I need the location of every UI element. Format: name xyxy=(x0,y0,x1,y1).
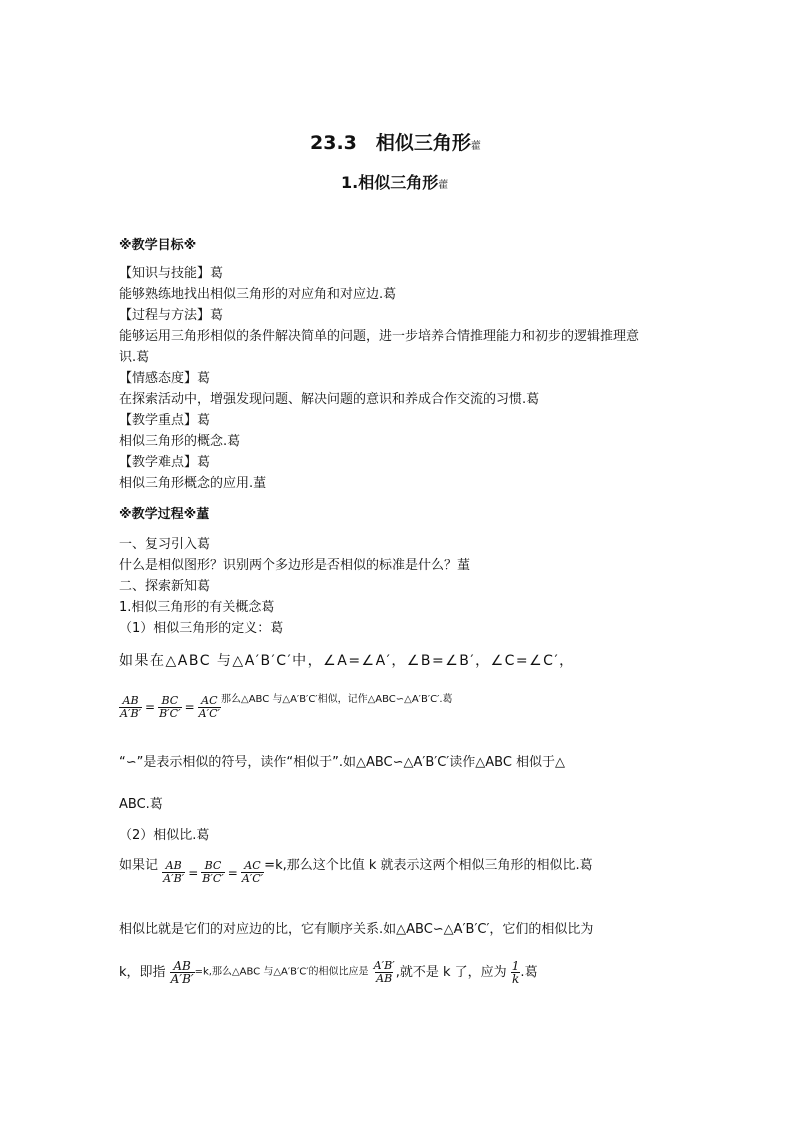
ratio-k-line: k，即指 $\frac{AB}{A'B'}$ =k,那么△ABC 与△A′B′C′的相似比应是 $\frac{A'B'}{AB}$ ,就不是 k 了，应为 $\frac{1}{k}$ .葛 xyxy=(119,959,538,986)
section-subtitle: 1.相似三角形藿 xyxy=(341,173,449,192)
definition-line: 如果在△ABC 与△A′B′C′中，∠A=∠A′，∠B=∠B′，∠C=∠C′， xyxy=(119,653,575,669)
knowledge-text: 能够熟练地找出相似三角形的对应角和对应边.葛 xyxy=(119,287,397,302)
review-title: 一、复习引入葛 xyxy=(119,537,211,552)
process-heading: ※教学过程※蓳 xyxy=(119,507,210,522)
process-text: 能够运用三角形相似的条件解决简单的问题，进一步培养合情推理能力和初步的逻辑推理意 xyxy=(119,329,640,344)
fraction-ab-prime-over-ab: $\frac{A'B'}{AB}$ xyxy=(373,959,395,985)
fraction-ac: $\frac{AC}{A'C'}$ xyxy=(198,693,221,720)
key-label: 【教学重点】葛 xyxy=(119,413,211,428)
fraction-ab-over-ab-prime: $\frac{AB}{A'B'}$ xyxy=(170,959,194,986)
key-text: 相似三角形的概念.葛 xyxy=(119,434,241,449)
process-text-cont: 识.葛 xyxy=(119,350,150,365)
fraction-one-over-k: $\frac{1}{k}$ xyxy=(511,959,520,986)
difficulty-label: 【教学难点】葛 xyxy=(119,455,211,470)
difficulty-text: 相似三角形概念的应用.蓳 xyxy=(119,476,267,491)
objectives-heading: ※教学目标※ xyxy=(119,238,197,253)
ratio-equality-k: $\frac{AB}{A'B'}$ = $\frac{BC}{B'C'}$ = $\frac{AC}{A'C'}$ xyxy=(163,859,264,885)
ratio-order-line: 相似比就是它们的对应边的比，它有顺序关系.如△ABC∽△A′B′C′，它们的相似比为 xyxy=(119,922,594,937)
review-question: 什么是相似图形？识别两个多边形是否相似的标准是什么？蓳 xyxy=(119,558,471,573)
ratio-equality: $\frac{AB}{A'B'}$ = $\frac{BC}{B'C'}$ = $\frac{AC}{A'C'}$ xyxy=(120,693,221,720)
emotion-label: 【情感态度】葛 xyxy=(119,371,211,386)
definition-formula-line: $\frac{AB}{A'B'}$ = $\frac{BC}{B'C'}$ = $\frac{AC}{A'C'}$ 那么△ABC 与△A′B′C′相似，记作△ABC∽△A′B′C′.葛 xyxy=(120,693,453,720)
process-label: 【过程与方法】葛 xyxy=(119,308,224,323)
concept-title: 1.相似三角形的有关概念葛 xyxy=(119,600,275,615)
definition-title: （1）相似三角形的定义：葛 xyxy=(119,621,284,636)
fraction-bc: $\frac{BC}{B'C'}$ xyxy=(159,693,181,720)
page-title: 23.3 相似三角形藿 xyxy=(310,132,481,154)
ratio-title: （2）相似比.葛 xyxy=(119,828,210,843)
explore-title: 二、探索新知葛 xyxy=(119,579,211,594)
emotion-text: 在探索活动中，增强发现问题、解决问题的意识和养成合作交流的习惯.葛 xyxy=(119,392,540,407)
fraction-ab: $\frac{AB}{A'B'}$ xyxy=(120,693,142,720)
symbol-explanation-cont: ABC.葛 xyxy=(119,797,163,812)
knowledge-label: 【知识与技能】葛 xyxy=(119,266,224,281)
symbol-explanation: “∽”是表示相似的符号，读作“相似于”.如△ABC∽△A′B′C′读作△ABC 相似于△ xyxy=(119,755,566,770)
ratio-definition-line: 如果记 $\frac{AB}{A'B'}$ = $\frac{BC}{B'C'}$ = $\frac{AC}{A'C'}$ =k,那么这个比值 k 就表示这两个相似三角形的相似比.葛 xyxy=(119,858,593,885)
